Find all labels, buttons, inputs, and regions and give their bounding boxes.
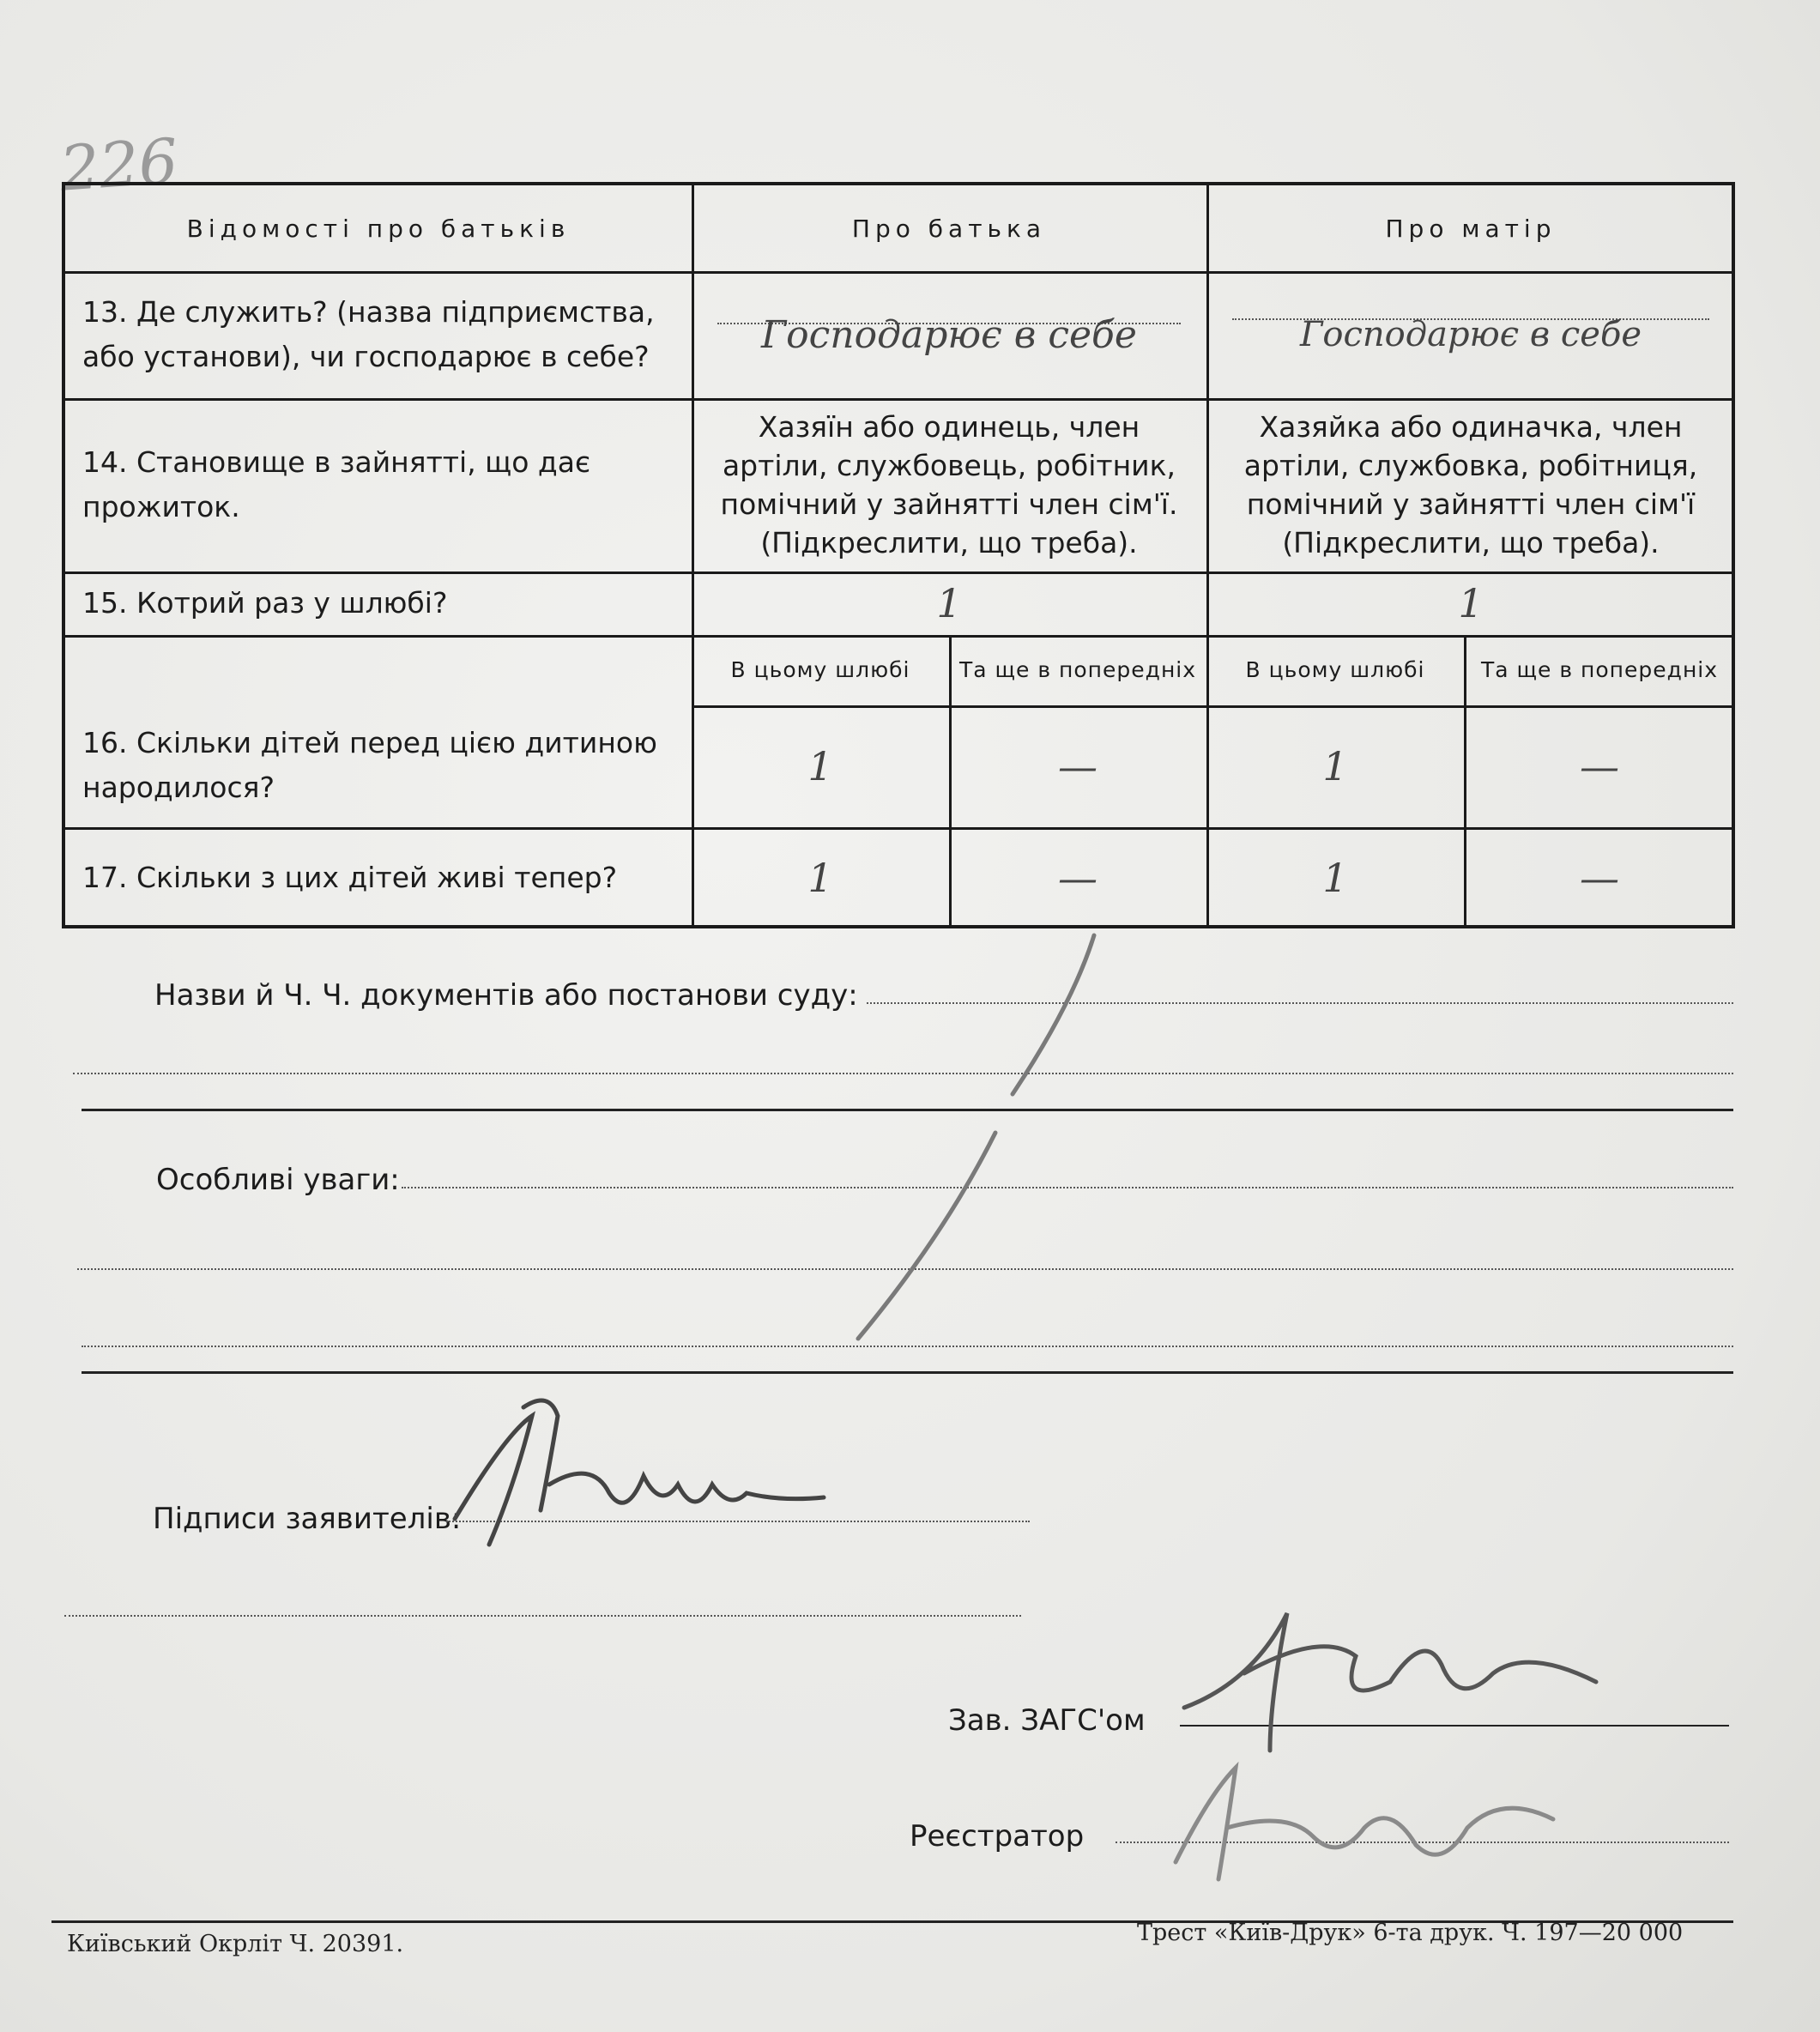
registrar-signature-icon [1158,1742,1570,1888]
mother-workplace-answer: Господарює в себе [1299,315,1642,354]
remarks-label: Особливі уваги: [156,1163,400,1197]
question-17: 17. Скільки з цих дітей живі тепер? [82,861,618,894]
remarks-fill-line [402,1187,1733,1188]
question-13: 13. Де служить? (назва підприємства, або установи), чи господарює в себе? [82,295,655,373]
printer-info-right: Трест «Київ-Друк» 6-та друк. Ч. 197—20 000 [1137,1920,1684,1946]
mother-children-previous: — [1580,743,1619,789]
zags-head-label: Зав. ЗАГС'ом [948,1703,1146,1738]
section-divider [82,1109,1733,1111]
father-employment-options: Хазяїн або одинець, член артіли, службовець, робітник, помічний у зайнятті член сім'ї. (Підкреслити, що треба). [720,410,1178,559]
father-sub-current-marriage: В цьому шлюбі [730,657,910,682]
parents-info-table [62,182,1735,928]
documents-fill-line [73,1073,1733,1074]
documents-label: Назви й Ч. Ч. документів або постанови суду: [154,978,858,1013]
header-father: Про батька [851,214,1047,243]
question-16: 16. Скільки дітей перед цією дитиною народилося? [82,726,657,804]
father-living-current: 1 [807,855,833,901]
mother-children-current: 1 [1322,743,1348,789]
mother-employment-options: Хазяйка або одиначка, член артіли, службовка, робітниця, помічний у зайнятті член сім'ї (Підкреслити, що треба). [1243,410,1698,559]
header-parents-info: Відомості про батьків [186,214,571,243]
registrar-label: Реєстратор [910,1819,1085,1854]
page-number: 226 [57,124,181,205]
father-living-previous: — [1058,855,1097,901]
father-children-current: 1 [807,743,833,789]
question-15: 15. Котрий раз у шлюбі? [82,586,448,620]
father-workplace-answer: Господарює в себе [761,312,1137,357]
question-14: 14. Становище в зайнятті, що дає прожиток. [82,445,591,523]
signature-fill-line [64,1615,1021,1617]
printer-info-left: Київський Окрліт Ч. 20391. [67,1931,404,1957]
applicant-signatures-label: Підписи заявителів: [153,1502,462,1536]
section-divider [82,1371,1733,1374]
mother-living-current: 1 [1322,855,1348,901]
mother-sub-current-marriage: В цьому шлюбі [1245,657,1425,682]
father-marriage-count: 1 [936,580,962,626]
mother-marriage-count: 1 [1458,580,1484,626]
cancel-stroke-icon [944,927,1116,1098]
mother-sub-previous: Та ще в попередніх [1480,657,1719,682]
mother-living-previous: — [1580,855,1619,901]
applicant-signature-icon [438,1382,841,1570]
father-children-previous: — [1058,743,1097,789]
father-sub-previous: Та ще в попередніх [958,657,1197,682]
header-mother: Про матір [1385,214,1557,243]
cancel-stroke-icon [841,1124,1013,1347]
